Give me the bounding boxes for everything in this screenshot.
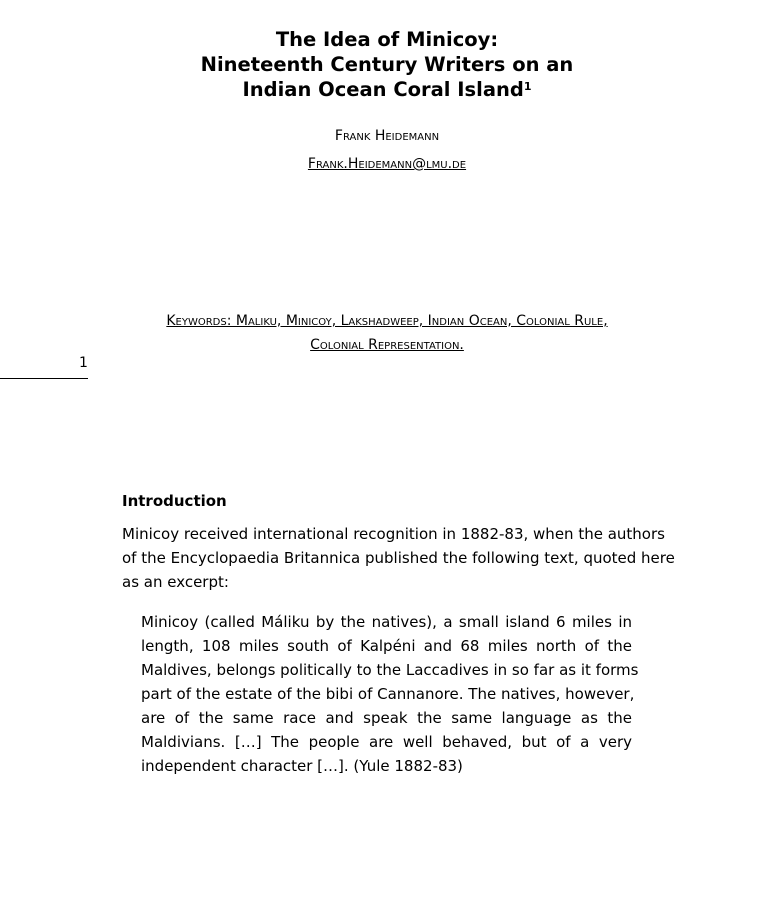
margin-rule [0, 378, 88, 379]
keywords-line-2: Colonial Representation. [310, 337, 464, 353]
keywords [0, 309, 774, 357]
paragraph-line: as an excerpt: [122, 573, 229, 591]
quote-line: Minicoy (called Máliku by the natives), a small island 6 miles in [141, 613, 632, 631]
section-heading-introduction: Introduction [122, 492, 227, 510]
paragraph-line: of the Encyclopaedia Britannica published the following text, quoted here [122, 549, 675, 567]
quote-line: Maldives, belongs politically to the Laccadives in so far as it forms [141, 661, 639, 679]
paper-title [0, 27, 774, 102]
author-name: Frank Heidemann [334, 128, 440, 144]
title-line-1: The Idea of Minicoy: [275, 28, 499, 51]
quote-line: part of the estate of the bibi of Cannanore. The natives, however, [141, 685, 635, 703]
author-email-link[interactable]: Frank.Heidemann@lmu.de [307, 156, 467, 172]
keywords-line-1: Keywords: Maliku, Minicoy, Lakshadweep, Indian Ocean, Colonial Rule, [166, 313, 608, 329]
block-quote [141, 610, 639, 778]
title-line-2: Nineteenth Century Writers on an [200, 53, 574, 76]
title-footnote-mark[interactable]: 1 [523, 80, 532, 93]
quote-line: length, 108 miles south of Kalpéni and 68 miles north of the [141, 637, 632, 655]
margin-page-marker: 1 [79, 355, 88, 371]
quote-line: are of the same race and speak the same language as the [141, 709, 632, 727]
title-line-3 [0, 77, 774, 102]
paragraph-line: Minicoy received international recognition in 1882-83, when the authors [122, 525, 665, 543]
quote-line: independent character […]. (Yule 1882-83) [141, 757, 463, 775]
title-line-3-text: Indian Ocean Coral Island [242, 78, 524, 101]
quote-line: Maldivians. […] The people are well behaved, but of a very [141, 733, 632, 751]
introduction-paragraph [122, 522, 675, 594]
